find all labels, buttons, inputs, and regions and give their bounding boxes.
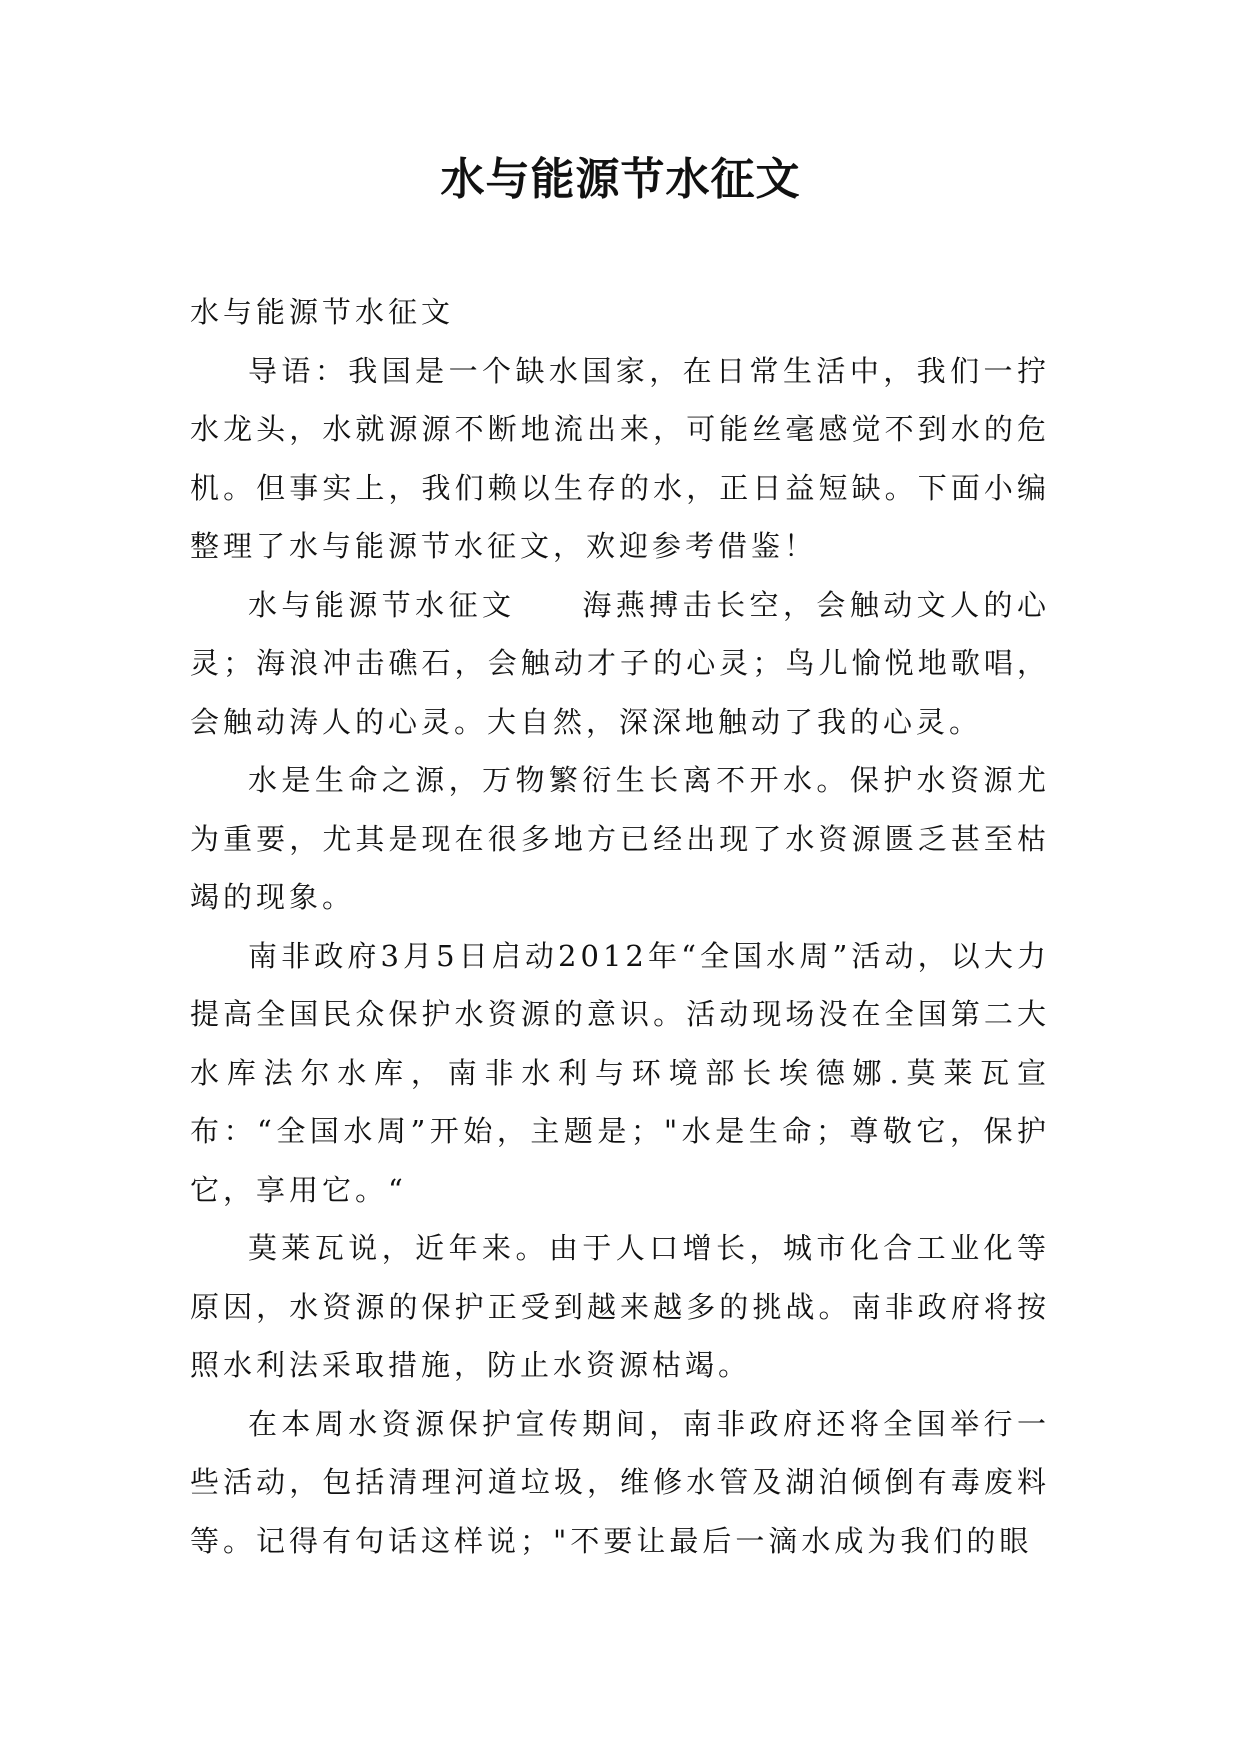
- document-title: 水与能源节水征文: [440, 154, 801, 205]
- paragraph: 水与能源节水征文 海燕搏击长空，会触动文人的心灵；海浪冲击礁石，会触动才子的心灵；鸟儿愉悦地歌唱，会触动涛人的心灵。大自然，深深地触动了我的心灵。: [190, 587, 1050, 739]
- paragraph: 莫莱瓦说，近年来。由于人口增长，城市化合工业化等原因，水资源的保护正受到越来越多的挑战。南非政府将按照水利法采取措施，防止水资源枯竭。: [190, 1231, 1050, 1382]
- paragraph-heading: 水与能源节水征文: [190, 295, 455, 329]
- paragraph-intro: 导语：我国是一个缺水国家，在日常生活中，我们一拧水龙头，水就源源不断地流出来，可能丝毫感觉不到水的危机。但事实上，我们赖以生存的水，正日益短缺。下面小编整理了水与能源节水征文，欢迎参考借鉴！: [190, 353, 1050, 563]
- paragraph: 水是生命之源，万物繁衍生长离不开水。保护水资源尤为重要，尤其是现在很多地方已经出现了水资源匮乏甚至枯竭的现象。: [190, 763, 1050, 914]
- paragraph: 在本周水资源保护宣传期间，南非政府还将全国举行一些活动，包括清理河道垃圾，维修水管及湖泊倾倒有毒废料等。记得有句话这样说；"不要让最后一滴水成为我们的眼: [190, 1406, 1050, 1558]
- paragraph: 南非政府3月5日启动2012年“全国水周”活动，以大力提高全国民众保护水资源的意识。活动现场没在全国第二大水库法尔水库，南非水利与环境部长埃德娜.莫莱瓦宣布：“全国水周”开始，主题是；"水是生命；尊敬它，保护它，享用它。“: [190, 938, 1050, 1207]
- document-body: [190, 283, 1050, 1570]
